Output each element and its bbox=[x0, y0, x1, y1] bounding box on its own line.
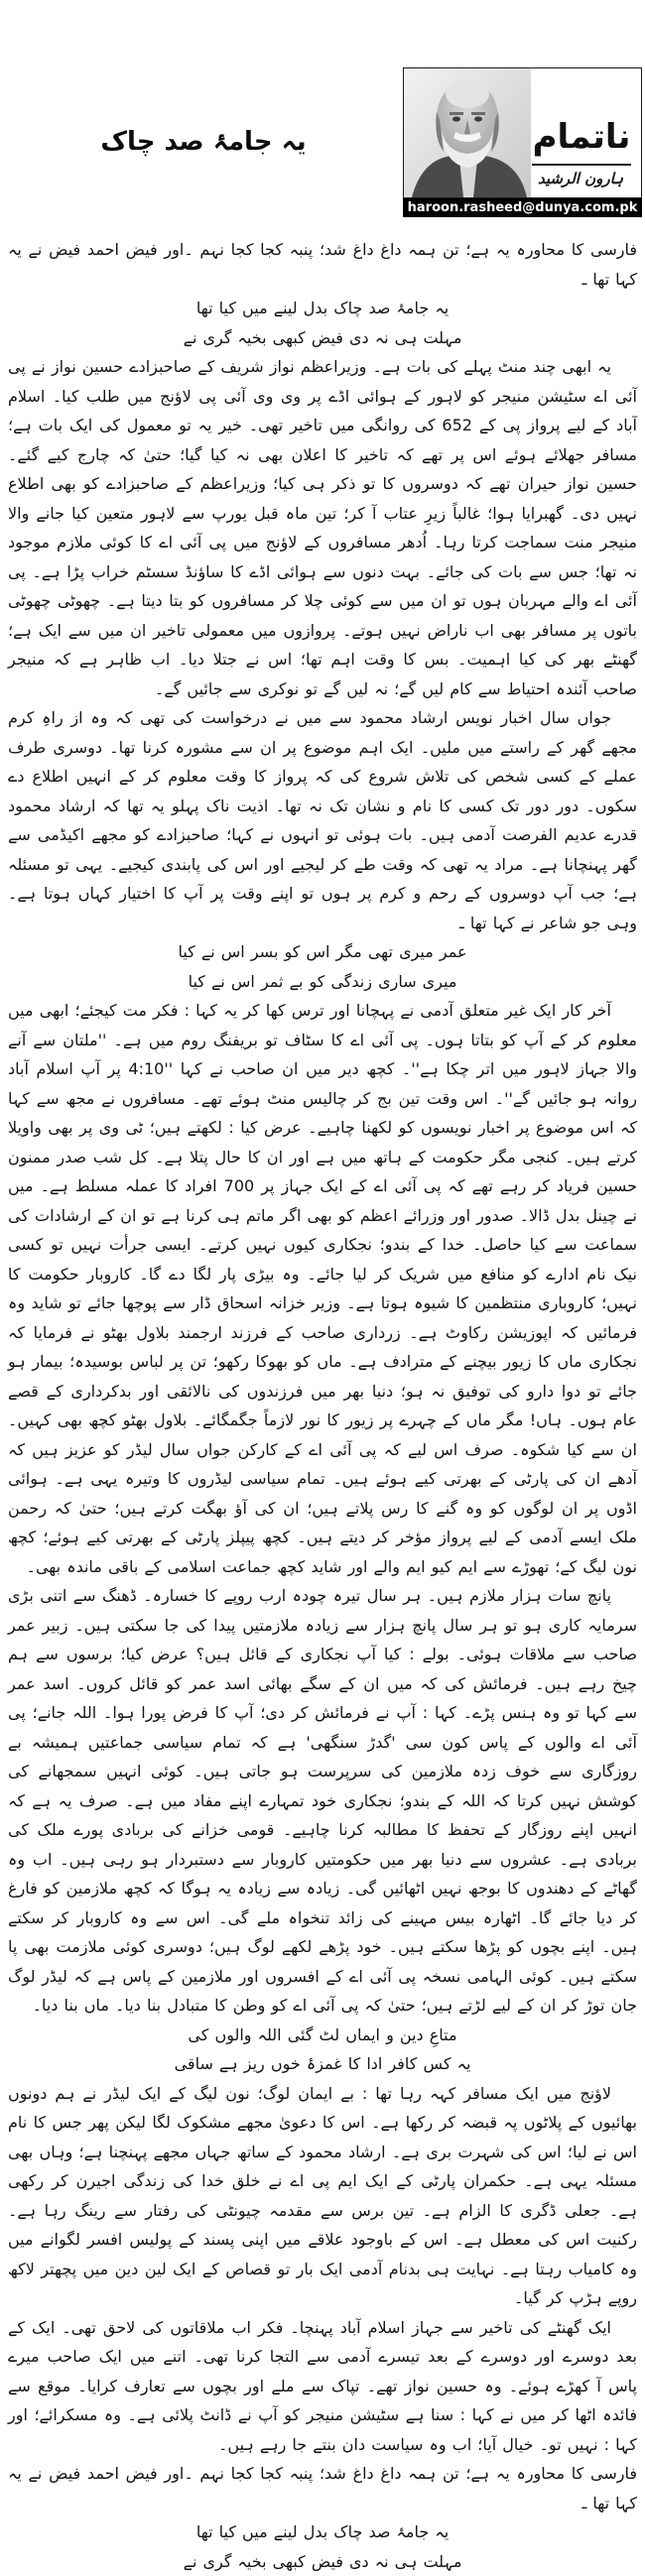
verse-line: یہ جامۂ صد چاک بدل لینے میں کیا تھا bbox=[8, 294, 637, 323]
verse-line: عمر میری تھی مگر اس کو بسر اس نے کیا bbox=[8, 937, 637, 967]
paragraph: جواں سال اخبار نویس ارشاد محمود سے میں نے درخواست کی تھی کہ وہ از راہِ کرم مجھے گھر کے راستے میں ملیں۔ ایک اہم موضوع پر ان سے مشورہ کرنا تھا۔ دوسری طرف عملے کے کسی شخص کی تلاش شروع کی کہ پرواز کا وقت معلوم کر کے انہیں اطلاع دے سکوں۔ دور دور تک کسی کا نام و نشان تک نہ تھا۔ اذیت ناک پہلو یہ تھا کہ ارشاد محمود قدرے عدیم الفرصت آدمی ہیں۔ بات ہوئی تو انہوں نے کہا؛ صاحبزادے کو مجھے اکیڈمی سے گھر پہنچانا ہے۔ مراد یہ تھی کہ وقت طے کر لیجیے اور اس کی پابندی کیجیے۔ یہی تو مسئلہ ہے؛ جب آپ دوسروں کے رحم و کرم پر ہوں تو اپنے وقت پر آپ کا اختیار کہاں ہوتا ہے۔ وہی جو شاعر نے کہا تھا ـ bbox=[8, 703, 637, 937]
verse-line: میری ساری زندگی کو بے ثمر اس نے کیا bbox=[8, 967, 637, 997]
author-name: ہارون الرشید bbox=[528, 170, 633, 187]
column-header-box bbox=[403, 67, 642, 198]
paragraph: فارسی کا محاورہ یہ ہے؛ تن ہمہ داغ داغ شد؛ پنبہ کجا کجا نہم ۔اور فیض احمد فیض نے یہ کہا تھا ـ bbox=[8, 235, 637, 294]
verse-line: یہ کس کافر ادا کا غمزۂ خوں ریز ہے ساقی bbox=[8, 2049, 637, 2079]
verse-line: متاعِ دین و ایماں لٹ گئی اللہ والوں کی bbox=[8, 2021, 637, 2050]
verse-line: مہلت ہی نہ دی فیض کبھی بخیہ گری نے bbox=[8, 2547, 637, 2576]
paragraph: پانچ سات ہزار ملازم ہیں۔ ہر سال تیرہ چودہ ارب روپے کا خسارہ۔ ڈھنگ سے اتنی بڑی سرمایہ کاری ہو تو ہر سال پانچ ہزار سے زیادہ ملازمتیں پیدا کی جا سکتی ہیں۔ زبیر عمر صاحب سے ملاقات ہوئی۔ بولے : کیا آپ نجکاری کے قائل ہیں؟ عرض کیا؛ برسوں سے ہم چیخ رہے ہیں۔ فرمائش کی کہ میں ان کے سگے بھائی اسد عمر کو قائل کروں۔ اسد عمر سے کہا تو وہ ہنس پڑے۔ کہا : آپ نے فرمائش کر دی؛ آپ کا فرض پورا ہوا۔ اللہ جانے؛ پی آئی اے والوں کے پاس کون سی 'گدڑ سنگھی' ہے کہ تمام سیاسی جماعتیں ہمیشہ بے روزگاری سے خوف زدہ ملازمین کی سرپرست ہو جاتی ہیں۔ کوئی انہیں سمجھانے کی کوشش نہیں کرتا کہ اللہ کے بندو؛ نجکاری خود تمہارے اپنے مفاد میں ہے۔ صرف یہ ہے کہ انہیں اپنے روزگار کے تحفظ کا مطالبہ کرنا چاہیے۔ قومی خزانے کی بربادی پورے ملک کی بربادی ہے۔ عشروں سے دنیا بھر میں حکومتیں کاروبار سے دستبردار ہو رہی ہیں۔ اب وہ گھاٹے کے دھندوں کا بوجھ نہیں اٹھائیں گی۔ زیادہ سے زیادہ یہ ہوگا کہ کچھ ملازمین کو فارغ کر دیا جائے گا۔ اٹھارہ بیس مہینے کی زائد تنخواہ ملے گی۔ اس سے وہ کاروبار کر سکتے ہیں۔ اپنے بچوں کو پڑھا سکتے ہیں۔ خود پڑھے لکھے لوگ ہیں؛ دوسری کوئی ملازمت بھی پا سکتے ہیں۔ کوئی الہامی نسخہ پی آئی اے کے افسروں اور ملازمین کے پاس ہے کہ لیڈر لوگ جان توڑ کر ان کے لیے لڑتے ہیں؛ حتیٰ کہ پی آئی اے کو وطن کا متبادل بنا دیا۔ ماں بنا دیا۔ bbox=[8, 1581, 637, 2021]
column-logo: ناتمام bbox=[528, 120, 635, 154]
author-photo-image bbox=[404, 68, 531, 197]
verse-line: مہلت ہی نہ دی فیض کبھی بخیہ گری نے bbox=[8, 323, 637, 353]
paragraph: آخر کار ایک غیر متعلق آدمی نے پہچانا اور ترس کھا کر یہ کہا : فکر مت کیجئے؛ ابھی میں معلوم کر کے آپ کو بتاتا ہوں۔ پی آئی اے کا سٹاف تو بریفنگ روم میں ہے۔ ''ملتان سے آنے والا جہاز لاہور میں اتر چکا ہے''۔ کچھ دیر میں ان صاحب نے کہا ''4:10 پر آپ اسلام آباد روانہ ہو جائیں گے''۔ اس وقت تین بج کر چالیس منٹ ہوئے تھے۔ مسافروں نے مجھ سے کہا کہ اس موضوع پر اخبار نویسوں کو لکھنا چاہیے۔ عرض کیا : لکھتے ہیں؛ ٹی وی پر بھی واویلا کرتے ہیں۔ کنجی مگر حکومت کے ہاتھ میں ہے اور ان کا حال پتلا ہے۔ کل شب صدر ممنون حسین فریاد کر رہے تھے کہ پی آئی اے کے ایک جہاز پر 700 افراد کا عملہ مسلط ہے۔ میں نے چینل بدل ڈالا۔ صدور اور وزرائے اعظم کو بھی اگر ماتم ہی کرنا ہے تو ان کے ارشادات کی سماعت سے کیا حاصل۔ خدا کے بندو؛ نجکاری کیوں نہیں کرتے۔ ایسی جرأت نہیں تو کسی نیک نام ادارے کو منافع میں شریک کر لیا جائے۔ وہ بیڑی پار لگا دے گا۔ کاروبار حکومت کا نہیں؛ کاروباری منتظمین کا شیوہ ہوتا ہے۔ وزیر خزانہ اسحاق ڈار سے پوچھا جائے تو شاید وہ فرمائیں کہ اپوزیشن رکاوٹ ہے۔ زرداری صاحب کے فرزند ارجمند بلاول بھٹو نے فرمایا کہ نجکاری ماں کا زیور بیچنے کے مترادف ہے۔ ماں کو بھوکا رکھو؛ تن پر لباس بوسیدہ؛ بیمار ہو جائے تو دوا دارو کی توفیق نہ ہو؛ دنیا بھر میں فرزندوں کی نالائقی اور بدکرداری کے قصے عام ہوں۔ ہاں! مگر ماں کے چہرے پر زیور کا نور لازماً جگمگائے۔ بلاول بھٹو کچھ بھی کہیں۔ ان سے کیا شکوہ۔ صرف اس لیے کہ پی آئی اے کے کارکن جواں سال لیڈر کو عزیز ہیں کہ آدھے ان کی پارٹی کے بھرتی کیے ہوئے ہیں۔ تمام سیاسی لیڈروں کا وتیرہ یہی ہے۔ ہوائی اڈوں پر ان لوگوں کو وہ گنے کا رس پلاتے ہیں؛ ان کی آؤ بھگت کرتے ہیں؛ حتیٰ کہ رحمن ملک ایسے آدمی کے لیے پرواز مؤخر کر دیتے ہیں۔ کچھ پیپلز پارٹی کے بھرتی کیے ہوئے؛ کچھ نون لیگ کے؛ تھوڑے سے ایم کیو ایم والے اور شاید کچھ جماعت اسلامی کے باقی ماندہ بھی۔ bbox=[8, 996, 637, 1581]
author-photo bbox=[404, 68, 531, 197]
author-email: haroon.rasheed@dunya.com.pk bbox=[403, 198, 642, 217]
article-title: یہ جامۂ صد چاک bbox=[0, 127, 407, 157]
article-body bbox=[8, 235, 637, 2576]
logo-divider bbox=[532, 164, 631, 166]
paragraph: یہ ابھی چند منٹ پہلے کی بات ہے۔ وزیراعظم نواز شریف کے صاحبزادے حسین نواز نے پی آئی اے سٹیشن منیجر کو لاہور کے ہوائی اڈے پر وی وی آئی پی لاؤنج میں طلب کیا۔ اسلام آباد کے لیے پرواز پی کے 652 کی روانگی میں تاخیر تھی۔ خیر یہ تو معمول کی ایک بات ہے؛ مسافر جھلائے ہوئے اس پر تھے کہ تاخیر کا اعلان بھی نہ کیا گیا؛ حتیٰ کہ چارج کیے گئے۔ حسین نواز حیران تھے کہ دوسروں کا تو ذکر ہی کیا؛ وزیراعظم کے صاحبزادے کو بھی اطلاع نہیں دی۔ گھبرایا ہوا؛ غالباً زیرِ عتاب آ کر؛ تین ماہ قبل یورپ سے لاہور متعین کیا جانے والا منیجر منت سماجت کرتا رہا۔ اُدھر مسافروں کے لاؤنج میں پی آئی اے کا کوئی ملازم موجود نہ تھا؛ جس سے بات کی جائے۔ بہت دنوں سے ہوائی اڈے کا ساؤنڈ سسٹم خراب پڑا ہے۔ پی آئی اے والے مہربان ہوں تو ان میں سے کوئی چلا کر مسافروں کو بتا دیتا ہے۔ چھوٹی چھوٹی باتوں پر مسافر بھی اب ناراض نہیں ہوتے۔ پروازوں میں معمولی تاخیر ان میں سے ایک ہے؛ گھنٹے بھر کی کیا اہمیت۔ بس کا وقت اہم تھا؛ اس نے جتلا دیا۔ اب ظاہر ہے کہ منیجر صاحب آئندہ احتیاط سے کام لیں گے؛ نہ لیں گے تو نوکری سے جائیں گے۔ bbox=[8, 352, 637, 703]
paragraph: ایک گھنٹے کی تاخیر سے جہاز اسلام آباد پہنچا۔ فکر اب ملاقاتوں کی لاحق تھی۔ ایک کے بعد دوسرے اور دوسرے کے بعد تیسرے آدمی سے التجا کرنا تھی۔ اتنے میں ایک صاحب میرے پاس آ کھڑے ہوئے۔ وہ حسین نواز تھے۔ تپاک سے ملے اور بچوں سے تعارف کرایا۔ موقع سے فائدہ اٹھا کر میں نے کہا : سنا ہے سٹیشن منیجر کو آپ نے ڈانٹ پلائی ہے۔ وہ مسکرائے؛ اور کہا : نہیں تو۔ خیال آیا؛ اب وہ سیاست دان بنتے جا رہے ہیں۔ bbox=[8, 2313, 637, 2460]
verse-line: یہ جامۂ صد چاک بدل لینے میں کیا تھا bbox=[8, 2517, 637, 2547]
paragraph: فارسی کا محاورہ یہ ہے؛ تن ہمہ داغ داغ شد؛ پنبہ کجا کجا نہم ۔اور فیض احمد فیض نے یہ کہا تھا ـ bbox=[8, 2459, 637, 2517]
paragraph: لاؤنج میں ایک مسافر کہہ رہا تھا : بے ایمان لوگ؛ نون لیگ کے ایک لیڈر نے ہم دونوں بھائیوں کے پلاٹوں پہ قبضہ کر رکھا ہے۔ اس کا دعویٰ مجھے مشکوک لگا لیکن پھر جس کا نام اس نے لیا؛ اس کی شہرت بری ہے۔ ارشاد محمود کے ساتھ جہاں مجھے پہنچنا ہے؛ وہاں بھی مسئلہ یہی ہے۔ حکمران پارٹی کے ایک ایم پی اے نے خلق خدا کی زندگی اجیرن کر رکھی ہے۔ جعلی ڈگری کا الزام ہے۔ تین برس سے مقدمہ چیونٹی کی رفتار سے رینگ رہا ہے۔ رکنیت اس کی معطل ہے۔ اس کے باوجود علاقے میں اپنی پسند کے پولیس افسر لگوانے میں وہ کامیاب رہتا ہے۔ نہایت ہی بدنام آدمی ایک بار تو قصاص کے ایک لین دین میں پچھتر لاکھ روپے ہڑپ کر گیا۔ bbox=[8, 2079, 637, 2313]
